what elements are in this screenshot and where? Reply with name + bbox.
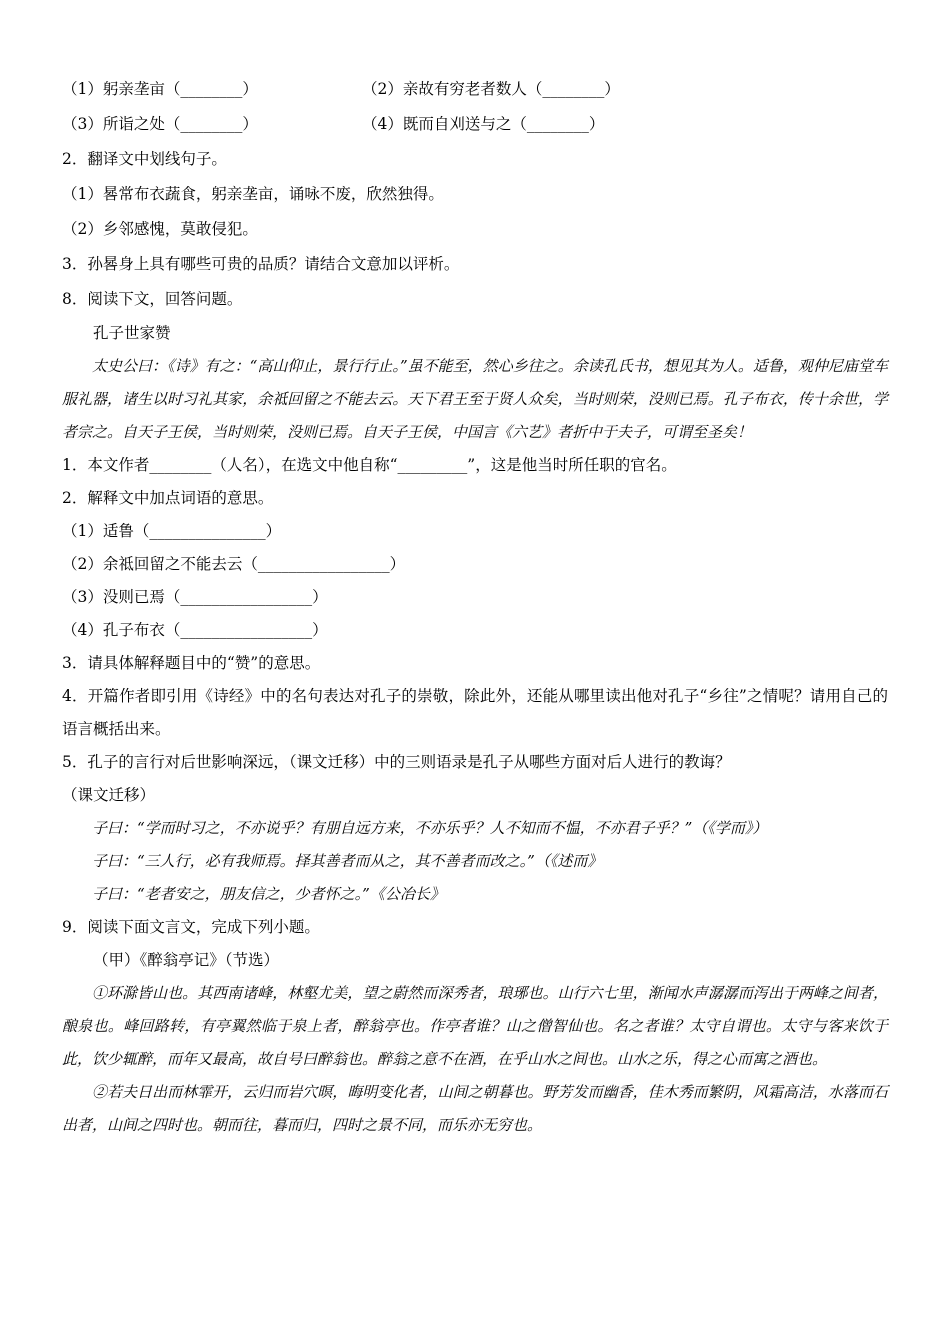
question-2-item: （2）乡邻感愧，莫敢侵犯。 — [62, 220, 258, 238]
fill-blank-row — [62, 72, 888, 107]
question-9-source: （甲）《醉翁亭记》（节选） — [93, 951, 280, 969]
fill-blank-item: （2）亲故有穷老者数人（________） — [362, 80, 620, 98]
analects-quote: 子曰：“学而时习之，不亦说乎？有朋自远方来，不亦乐乎？人不知而不愠，不亦君子乎？”（《学而》） — [92, 819, 768, 837]
question-8-sub-5: 5．孔子的言行对后世影响深远，（课文迁移）中的三则语录是孔子从哪些方面对后人进行的教诲？ — [62, 753, 731, 771]
zuiweng-paragraph-2: ②若夫日出而林霏开，云归而岩穴暝，晦明变化者，山间之朝暮也。野芳发而幽香，佳木秀而繁阴，风霜高洁，水落而石出者，山间之四时也。朝而往，暮而归，四时之景不同，而乐亦无穷也。 — [62, 1083, 888, 1134]
question-8-sub-4: 4．开篇作者即引用《诗经》中的名句表达对孔子的崇敬，除此外，还能从哪里读出他对孔子“乡往”之情呢？请用自己的语言概括出来。 — [62, 687, 888, 738]
question-2-label: 2．翻译文中划线句子。 — [62, 150, 227, 168]
explain-item: （1）适鲁（_______________） — [62, 522, 282, 540]
question-2-item: （1）晷常布衣蔬食，躬亲垄亩，诵咏不废，欣然独得。 — [62, 185, 444, 203]
passage-title: 孔子世家赞 — [93, 324, 171, 342]
fill-blank-item: （1）躬亲垄亩（________） — [62, 80, 258, 98]
fill-blank-item: （3）所诣之处（________） — [62, 115, 258, 133]
question-8-label: 8．阅读下文，回答问题。 — [62, 290, 243, 308]
fill-blank-row — [62, 107, 888, 142]
explain-item: （2）余祗回留之不能去云（_________________） — [62, 555, 406, 573]
passage-body-kongzi: 太史公曰：《诗》有之：“高山仰止，景行行止。”虽不能至，然心乡往之。余读孔氏书，想见其为人。适鲁，观仲尼庙堂车服礼器，诸生以时习礼其家，余祗回留之不能去云。天下君王至于贤人众矣，当时则荣，没则已焉。孔子布衣，传十余世，学者宗之。自天子王侯，当时则荣，没则已焉。自天子王侯，中国言《六艺》者折中于夫子，可谓至圣矣！ — [62, 357, 888, 441]
question-3-label: 3．孙晷身上具有哪些可贵的品质？请结合文意加以评析。 — [62, 255, 460, 273]
question-8-sub-2: 2．解释文中加点词语的意思。 — [62, 489, 274, 507]
question-8-sub-3: 3．请具体解释题目中的“赞”的意思。 — [62, 654, 321, 672]
explain-item: （3）没则已焉（_________________） — [62, 588, 328, 606]
analects-quote: 子曰：“老者安之，朋友信之，少者怀之。”《公冶长》 — [92, 885, 445, 903]
transfer-title: （课文迁移） — [62, 786, 156, 804]
question-9-label: 9．阅读下面文言文，完成下列小题。 — [62, 918, 320, 936]
question-8-sub-1: 1．本文作者________（人名），在选文中他自称“_________”，这是他当时所任职的官名。 — [62, 456, 677, 474]
explain-item: （4）孔子布衣（_________________） — [62, 621, 328, 639]
fill-blank-item: （4）既而自刈送与之（________） — [362, 115, 605, 133]
analects-quote: 子曰：“三人行，必有我师焉。择其善者而从之，其不善者而改之。”（《述而》 — [92, 852, 603, 870]
zuiweng-paragraph-1: ①环滁皆山也。其西南诸峰，林壑尤美，望之蔚然而深秀者，琅琊也。山行六七里，渐闻水声潺潺而泻出于两峰之间者，酿泉也。峰回路转，有亭翼然临于泉上者，醉翁亭也。作亭者谁？山之僧智仙也。名之者谁？太守自谓也。太守与客来饮于此，饮少辄醉，而年又最高，故自号曰醉翁也。醉翁之意不在酒，在乎山水之间也。山水之乐，得之心而寓之酒也。 — [62, 984, 888, 1068]
